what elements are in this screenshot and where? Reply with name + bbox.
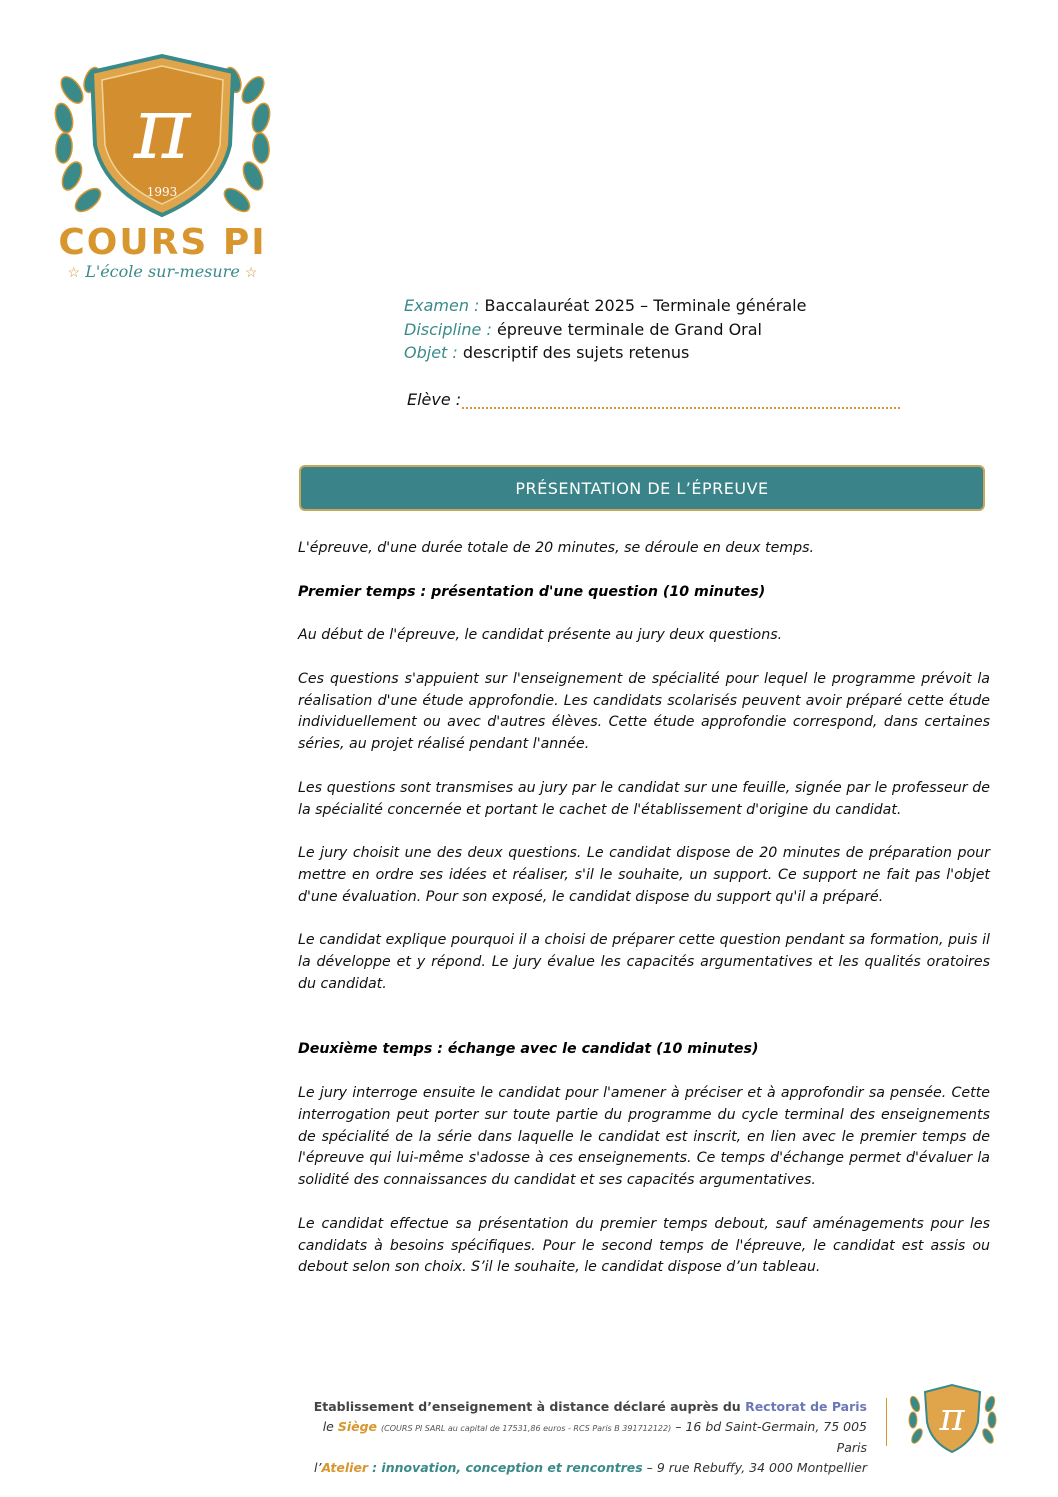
part1-paragraph-5: Le candidat explique pourquoi il a choisi de préparer cette question pendant sa formation, puis il la développe et y répond. Le jury évalue les capacités argumentatives et les qualités oratoires du candidat. <box>298 932 990 992</box>
exam-line <box>404 294 806 318</box>
footer-logo <box>905 1382 1000 1454</box>
footer-line-1-text: Etablissement d’enseignement à distance déclaré auprès du <box>313 1399 741 1414</box>
part1-paragraph-2: Ces questions s'appuient sur l'enseignement de spécialité pour lequel le programme prévoit la réalisation d'une étude approfondie. Les candidats scolarisés peuvent avoir préparé cette étude individuellement ou avec d'autres élèves. Cette étude approfondie correspond, dans certaines séries, au projet réalisé pendant l'année. <box>298 670 990 753</box>
footer-atelier-desc: : innovation, conception et rencontres <box>372 1459 643 1475</box>
footer-divider <box>886 1398 887 1446</box>
footer-rectorat: Rectorat de Paris <box>745 1399 867 1414</box>
cours-pi-logo <box>50 50 275 285</box>
student-label: Elève : <box>407 390 462 409</box>
part2-paragraph-1: Le jury interroge ensuite le candidat pour l'amener à préciser et à approfondir sa pensée. Cette interrogation peut porter sur toute partie du programme du cycle terminal des enseignements de spécialité de la série dans laquelle le candidat est inscrit, en lien avec le premier temps de l'épreuve qui lui-même s'adosse à ces enseignements. Ce temps d'échange permet d'évaluer la solidité des connaissances du candidat et ses capacités argumentatives. <box>298 1084 990 1189</box>
part2-paragraph-2: Le candidat effectue sa présentation du premier temps debout, sauf aménagements pour les candidats à besoins spécifiques. Pour le second temps de l'épreuve, le candidat est assis ou debout selon son choix. S’il le souhaite, le candidat dispose d’un tableau. <box>298 1215 990 1276</box>
svg-text:π: π <box>133 79 191 179</box>
object-line <box>404 341 806 365</box>
part1-paragraph-4: Le jury choisit une des deux questions. Le candidat dispose de 20 minutes de préparation pour mettre en ordre ses idées et réaliser, s'il le souhaite, un support. Ce support ne fait pas l'objet d'une évaluation. Pour son exposé, le candidat dispose du support qu'il a préparé. <box>298 845 990 905</box>
laurel-shield-emblem <box>50 50 275 225</box>
tagline-text: L'école sur-mesure <box>85 262 240 281</box>
svg-text:π: π <box>939 1395 965 1439</box>
part1-paragraph-3: Les questions sont transmises au jury par le candidat sur une feuille, signée par le professeur de la spécialité concernée et portant le cachet de l'établissement d'origine du candidat. <box>298 779 990 818</box>
footer-atelier-address: – 9 rue Rebuffy, 34 000 Montpellier <box>646 1459 867 1475</box>
footer-siege-address: – 16 bd Saint-Germain, 75 005 Paris <box>675 1418 867 1455</box>
student-line <box>407 390 902 409</box>
svg-text:1993: 1993 <box>146 185 178 199</box>
exam-value: Baccalauréat 2025 – Terminale générale <box>484 296 807 315</box>
footer-line-3 <box>300 1458 867 1478</box>
footer-line-1 <box>300 1397 867 1417</box>
object-value: descriptif des sujets retenus <box>462 343 690 362</box>
footer-atelier: Atelier <box>321 1459 369 1475</box>
part1-heading: Premier temps : présentation d'une question (10 minutes) <box>298 583 766 600</box>
footer-shield-emblem <box>905 1382 1000 1454</box>
discipline-value: épreuve terminale de Grand Oral <box>496 319 762 339</box>
footer-line-3-prefix: l’ <box>313 1459 322 1475</box>
student-name-field[interactable] <box>462 407 900 409</box>
footer-legal-info: (COURS PI SARL au capital de 17531,86 euros - RCS Paris B 391712122) <box>381 1423 672 1433</box>
star-icon: ☆ <box>67 265 81 281</box>
section-banner <box>299 465 985 511</box>
star-icon: ☆ <box>244 265 258 281</box>
exam-label: Examen : <box>404 296 480 315</box>
document-body <box>298 538 990 1301</box>
object-label: Objet : <box>404 343 458 362</box>
document-header <box>404 294 806 365</box>
part1-paragraph-1: Au début de l'épreuve, le candidat présente au jury deux questions. <box>298 627 783 644</box>
discipline-line <box>404 318 806 342</box>
page-footer <box>300 1397 867 1477</box>
discipline-label: Discipline : <box>404 319 492 339</box>
brand-tagline <box>50 262 275 281</box>
intro-paragraph: L'épreuve, d'une durée totale de 20 minutes, se déroule en deux temps. <box>298 540 815 556</box>
footer-line-2-prefix: le <box>322 1418 334 1434</box>
footer-siege: Siège <box>337 1418 378 1434</box>
part2-heading: Deuxième temps : échange avec le candidat (10 minutes) <box>298 1041 759 1058</box>
section-title: PRÉSENTATION DE L’ÉPREUVE <box>515 478 769 498</box>
brand-name: COURS PI <box>58 222 267 263</box>
footer-line-2 <box>300 1417 867 1458</box>
